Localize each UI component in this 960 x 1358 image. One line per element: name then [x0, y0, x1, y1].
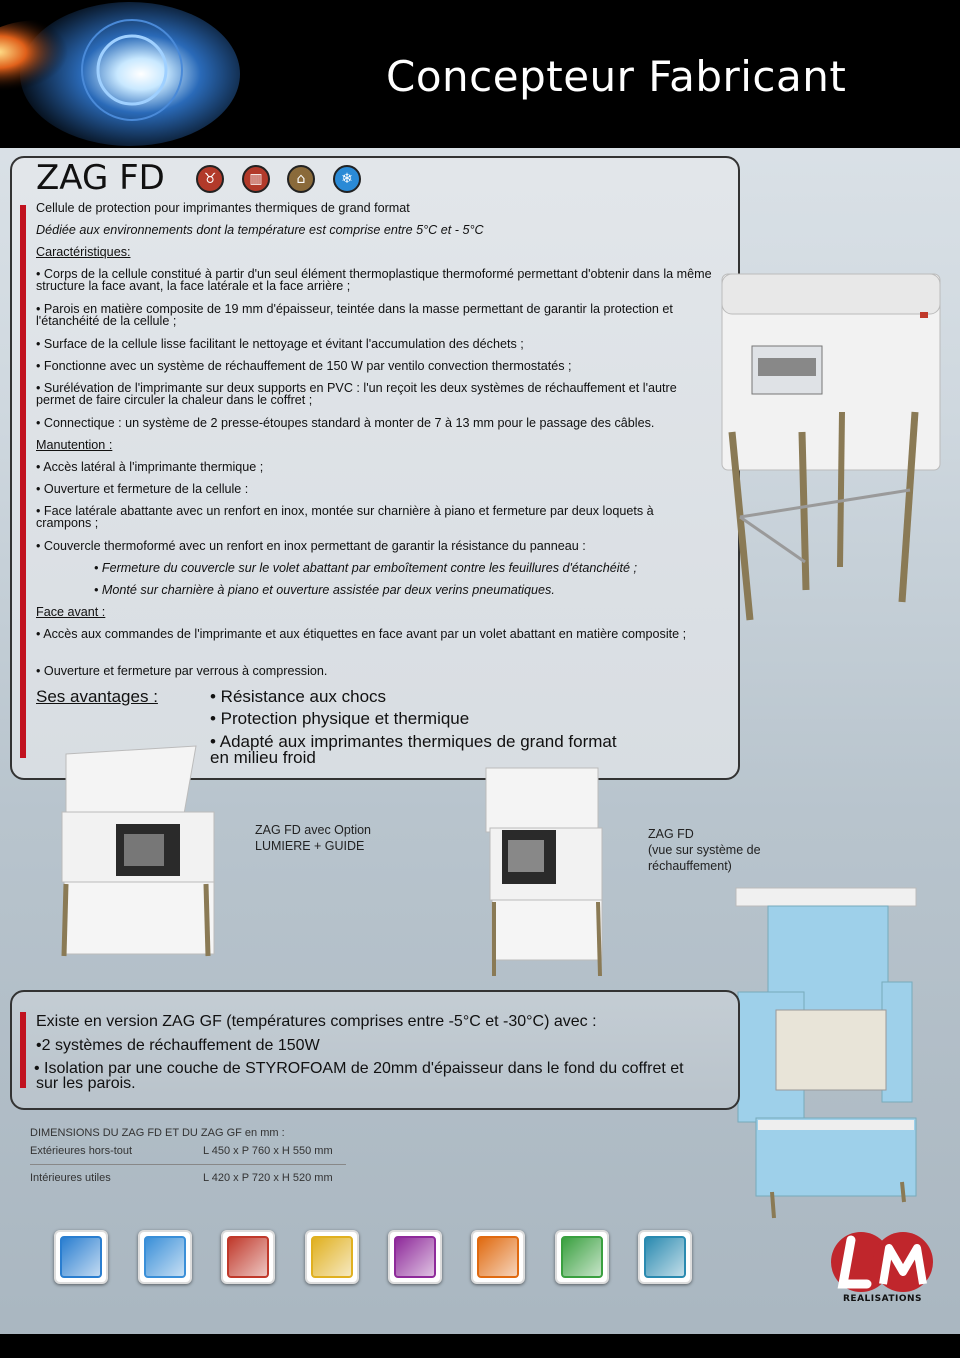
list-subitem: • Monté sur charnière à piano et ouverture assistée par deux verins pneumatiques. — [94, 583, 555, 597]
dimension-value: L 450 x P 760 x H 550 mm — [203, 1145, 333, 1157]
fire-protection-icon — [471, 1230, 525, 1284]
front-heading: Face avant : — [36, 605, 106, 619]
list-item: • Ouverture et fermeture par verrous à compression. — [36, 664, 328, 678]
impact-protection-icon — [305, 1230, 359, 1284]
advantage-item: • Adapté aux imprimantes thermiques de grand format en milieu froid — [210, 732, 617, 767]
list-item: • Corps de la cellule constitué à partir d'un seul élément thermoplastique thermoformé permettant d'obtenir dans la même structure la face avant, la face latérale et la face arrière ; — [36, 267, 712, 293]
divider — [30, 1164, 346, 1165]
logo-text: REALISATIONS — [843, 1294, 923, 1304]
advantage-item: • Résistance aux chocs — [210, 687, 387, 706]
list-item: • Ouverture et fermeture de la cellule : — [36, 482, 249, 496]
gf-item: •2 systèmes de réchauffement de 150W — [36, 1037, 320, 1054]
footer-bar — [0, 1334, 960, 1358]
list-item: • Surface de la cellule lisse facilitant le nettoyage et évitant l'accumulation des déchets ; — [36, 337, 524, 351]
advantages-label: Ses avantages : — [36, 687, 158, 706]
closed-cabinet-photo — [710, 262, 945, 624]
caption-heating: ZAG FD (vue sur système de réchauffement) — [648, 827, 761, 873]
characteristics-heading: Caractéristiques: — [36, 245, 131, 259]
recycle-icon — [555, 1230, 609, 1284]
header-lens-artwork — [0, 0, 240, 148]
gf-item: • Isolation par une couche de STYROFOAM de 20mm d'épaisseur dans le fond du coffret et sur les parois. — [34, 1060, 684, 1092]
dimension-label: Extérieures hors-tout — [30, 1145, 133, 1157]
dimension-label: Intérieures utiles — [30, 1172, 111, 1184]
list-item: • Connectique : un système de 2 presse-étoupes standard à monter de 7 à 13 mm pour le passage des câbles. — [36, 416, 655, 430]
open-cabinet-photo — [484, 766, 608, 978]
dimension-value: L 420 x P 720 x H 520 mm — [203, 1172, 333, 1184]
dimensions-heading: DIMENSIONS DU ZAG FD ET DU ZAG GF en mm : — [30, 1127, 285, 1139]
list-item: • Accès aux commandes de l'imprimante et aux étiquettes en face avant par un volet abattant en matière composite ; — [36, 627, 687, 641]
warehouse-icon: ⌂ — [287, 165, 315, 193]
list-subitem: • Fermeture du couvercle sur le volet abattant par emboîtement contre les feuillures d'étanchéité ; — [94, 561, 638, 575]
caption-option: ZAG FD avec Option LUMIERE + GUIDE — [255, 823, 372, 853]
product-environment: Dédiée aux environnements dont la température est comprise entre 5°C et - 5°C — [36, 223, 484, 237]
product-subtitle: Cellule de protection pour imprimantes thermiques de grand format — [36, 201, 410, 215]
list-item: • Surélévation de l'imprimante sur deux supports en PVC : l'un reçoit les deux systèmes de réchauffement et l'autre permet de faire circuler la chaleur dans le coffret ; — [36, 381, 677, 407]
heating-system-photo — [732, 882, 918, 1222]
snowflake-icon: ❄ — [333, 165, 361, 193]
page-title: Concepteur Fabricant — [386, 52, 847, 101]
list-item: • Couvercle thermoformé avec un renfort en inox permettant de garantir la résistance du panneau : — [36, 539, 586, 553]
bull-icon: ♉ — [196, 165, 224, 193]
tamper-protection-icon — [388, 1230, 442, 1284]
gf-intro: Existe en version ZAG GF (températures comprises entre -5°C et -30°C) avec : — [36, 1013, 597, 1030]
advantage-item: • Protection physique et thermique — [210, 709, 470, 728]
cold-protection-icon — [54, 1230, 108, 1284]
factory-icon: ▥ — [242, 165, 270, 193]
header-banner — [0, 0, 960, 148]
water-protection-icon — [138, 1230, 192, 1284]
accent-bar — [20, 205, 26, 758]
fire-extinguisher-icon — [221, 1230, 275, 1284]
product-title: ZAG FD — [36, 158, 165, 198]
list-item: • Parois en matière composite de 19 mm d'épaisseur, teintée dans la masse permettant de garantir la protection et l'étanchéité de la cellule ; — [36, 302, 673, 328]
open-cabinet-option-photo — [56, 744, 224, 958]
handling-heading: Manutention : — [36, 438, 113, 452]
list-item: • Fonctionne avec un système de réchauffement de 150 W par ventilo convection thermostatés ; — [36, 359, 572, 373]
wireless-signal-icon — [638, 1230, 692, 1284]
list-item: • Face latérale abattante avec un renfort en inox, montée sur charnière à piano et fermeture par deux loquets à crampons ; — [36, 504, 654, 530]
list-item: • Accès latéral à l'imprimante thermique ; — [36, 460, 264, 474]
accent-bar — [20, 1012, 26, 1088]
